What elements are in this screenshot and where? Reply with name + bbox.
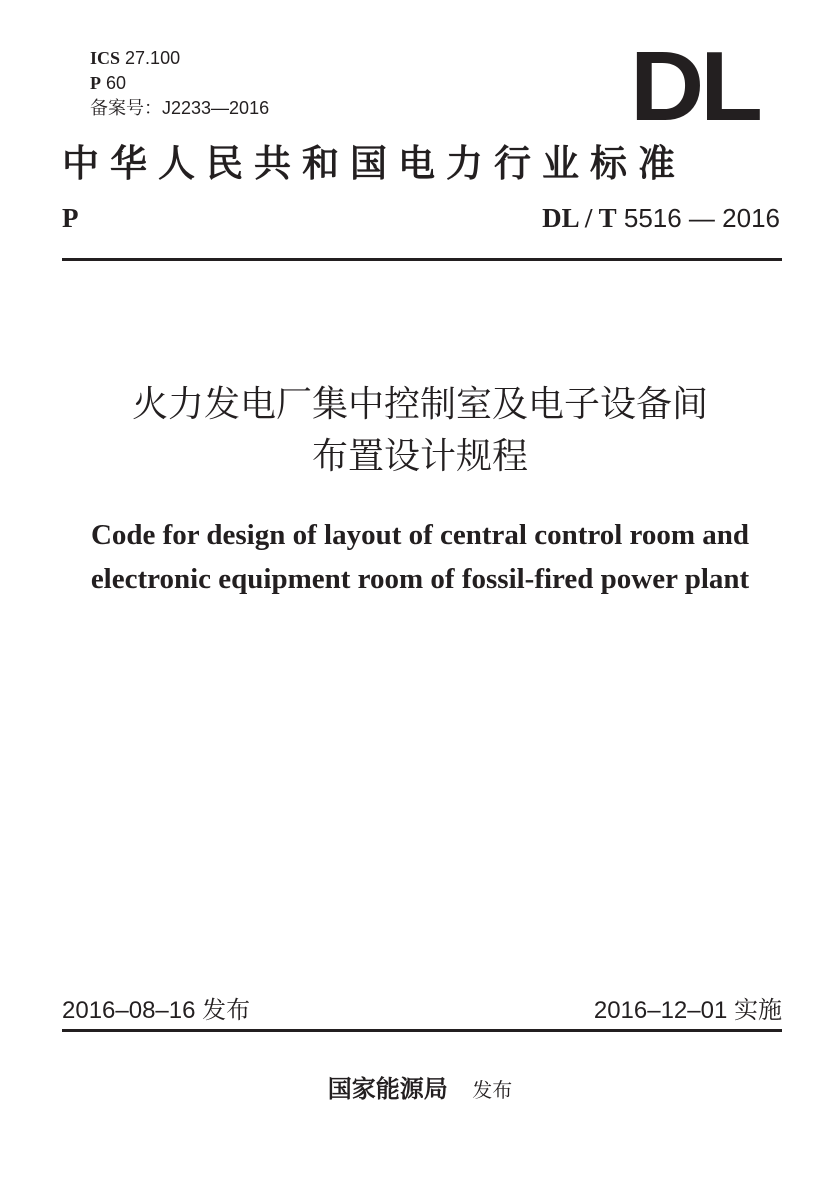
standard-prefix: DL / T [542, 203, 617, 233]
ics-label: ICS [90, 48, 121, 68]
footer-rule [62, 1029, 782, 1032]
title-cn-line1: 火力发电厂集中控制室及电子设备间 [131, 384, 708, 425]
title-en-line2: electronic equipment room of fossil-fired power plant [90, 563, 750, 595]
standard-code: 5516 — 2016 [623, 203, 780, 233]
publisher-org: 国家能源局 [327, 1074, 448, 1103]
title-cn-line2: 布置设计规程 [311, 436, 528, 477]
title-en-line1: Code for design of layout of central control room and [90, 519, 750, 551]
publisher [0, 1073, 840, 1109]
classification-code [90, 71, 126, 96]
header-rule [62, 258, 782, 261]
class-label: P [90, 73, 101, 93]
dl-logo: DL [630, 31, 759, 141]
issue-date: 2016–08–16 发布 [62, 997, 251, 1024]
standard-category: P [62, 203, 79, 233]
ics-code [90, 46, 180, 71]
publisher-action: 发布 [472, 1080, 513, 1102]
ics-number: 27.100 [125, 48, 181, 68]
authority-heading: 中华人民共和国电力行业标准 [62, 141, 686, 185]
effective-date: 2016–12–01 实施 [593, 997, 782, 1024]
record-number: 备案号：J2233—2016 [90, 98, 270, 118]
standard-number [542, 200, 780, 236]
class-number: 60 [106, 73, 127, 93]
